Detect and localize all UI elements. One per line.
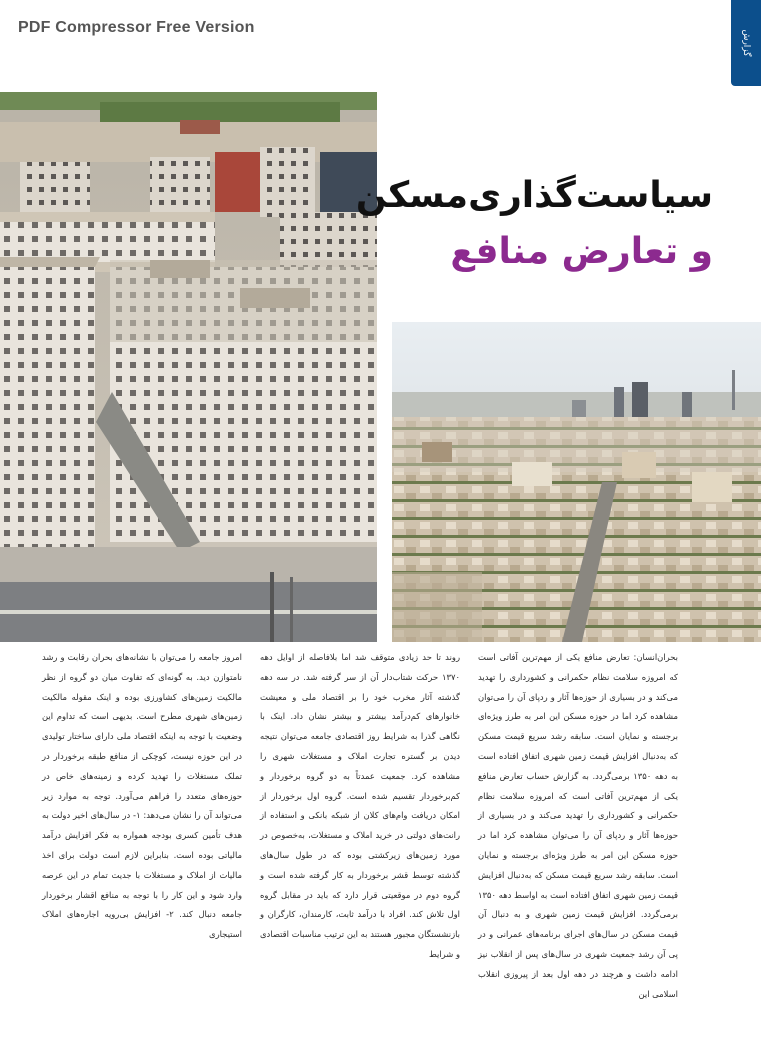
watermark-text: PDF Compressor Free Version — [18, 19, 255, 36]
article-title — [355, 168, 713, 280]
article-columns — [28, 648, 678, 999]
text-column-right — [478, 648, 678, 999]
column-paragraph: بحران‌انسان: تعارض منافع یکی از مهم‌ترین آفاتی است که امروزه سلامت نظام حکمرانی و کشورداری را تهدید می‌کند و در بسیاری از حوزه‌ها آثار و ردپای آن را می‌توان مشاهده کرد اما در حوزه مسکن این امر به طرز ویژه‌ای برجسته و نمایان است. سابقه رشد سریع قیمت مسکن که به‌دنبال افزایش قیمت زمین شهری اتفاق افتاده است به دهه ۱۳۵۰ برمی‌گردد. به گزارش حساب تعارض منافع یکی از مهم‌ترین آفاتی است که امروزه سلامت نظام حکمرانی و کشورداری را تهدید می‌کند و در بسیاری از حوزه‌ها آثار و ردپای آن را می‌توان مشاهده کرد اما در حوزه مسکن این امر به طرز ویژه‌ای برجسته و نمایان است. سابقه رشد سریع قیمت مسکن که به‌دنبال افزایش قیمت زمین شهری اتفاق افتاده است به اواسط دهه ۱۳۵۰ برمی‌گردد. افزایش قیمت زمین شهری و به دنبال آن قیمت مسکن در سال‌های اجرای برنامه‌های عمرانی و در پی آن رشد جمعیت شهری در سال‌های پس از انقلاب نیز ادامه داشت و هرچند در دهه اول بعد از پیروزی انقلاب اسلامی این — [478, 652, 678, 999]
column-paragraph: روند تا حد زیادی متوقف شد اما بلافاصله از اوایل دهه ۱۳۷۰ حرکت شتاب‌دار آن از سر گرفته شد. در سه دهه گذشته آثار مخرب خود را بر اقتصاد ملی و معیشت خانوارهای کم‌درآمد بیشتر و بیشتر نشان داد. اینک با نگاهی گذرا به شرایط روز اقتصادی جامعه می‌توان نتیجه دیدن بر گستره تجارت املاک و مستغلات شهری را مشاهده کرد. جمعیت عمدتاً به دو گروه برخوردار و کم‌برخوردار تقسیم شده است. گروه اول برخوردار از امکان دریافت وام‌های کلان از شبکه بانکی و استفاده از رانت‌های دولتی در خرید املاک و مستغلات، به‌خصوص در مورد زمین‌های زیرکشتی بوده که در طول سال‌های گذشته توسط قشر برخوردار به کار گرفته شده است و گروه دوم در موقعیتی قرار دارد که باید در مقابل گروه اول تلاش کند. افراد با درآمد ثابت، کارمندان، کارگران و بازنشستگان مجبور هستند به این ترتیب مناسبات اقتصادی و شرایط — [260, 652, 460, 959]
housing-blocks-photo — [0, 92, 377, 642]
text-column-middle — [260, 648, 460, 966]
section-tab-label: گزارش — [741, 29, 751, 57]
section-tab — [731, 0, 761, 86]
column-paragraph: امروز جامعه را می‌توان با نشانه‌های بحران رقابت و رشد نامتوازن دید. به گونه‌ای که تفاوت میان دو گروه از نظر مالکیت زمین‌های کشاورزی بوده و اینک مقوله مالکیت زمین‌های شهری مطرح است. بدیهی است که تداوم این وضعیت با توجه به اینکه اقتصاد ملی دارای ساختار تولیدی در این حوزه نیست، کوچکی از منافع طبقه برخوردار در تملک مستغلات را تهدید کرده و زمینه‌های خاص در حوزه‌های متعدد را فراهم می‌آورد. توجه به موارد زیر می‌تواند آن را نشان می‌دهد: ۱- در سال‌های اخیر دولت به هدف تأمین کسری بودجه همواره به فکر افزایش درآمد مالیاتی بوده است. بنابراین لازم است دولت برای اخذ مالیات از املاک و مستغلات با جدیت تمام در این عرصه وارد شود و این کار را با توجه به منافع اقشار برخوردار جامعه دنبال کند. ۲- افزایش بی‌رویه اجاره‌های املاک استیجاری — [42, 652, 243, 940]
title-line-2: و تعارض منافع — [450, 231, 713, 272]
city-skyline-photo — [392, 322, 761, 642]
title-line-1: سیاست‌گذاری‌مسکن — [355, 175, 713, 216]
text-column-left — [42, 648, 242, 966]
